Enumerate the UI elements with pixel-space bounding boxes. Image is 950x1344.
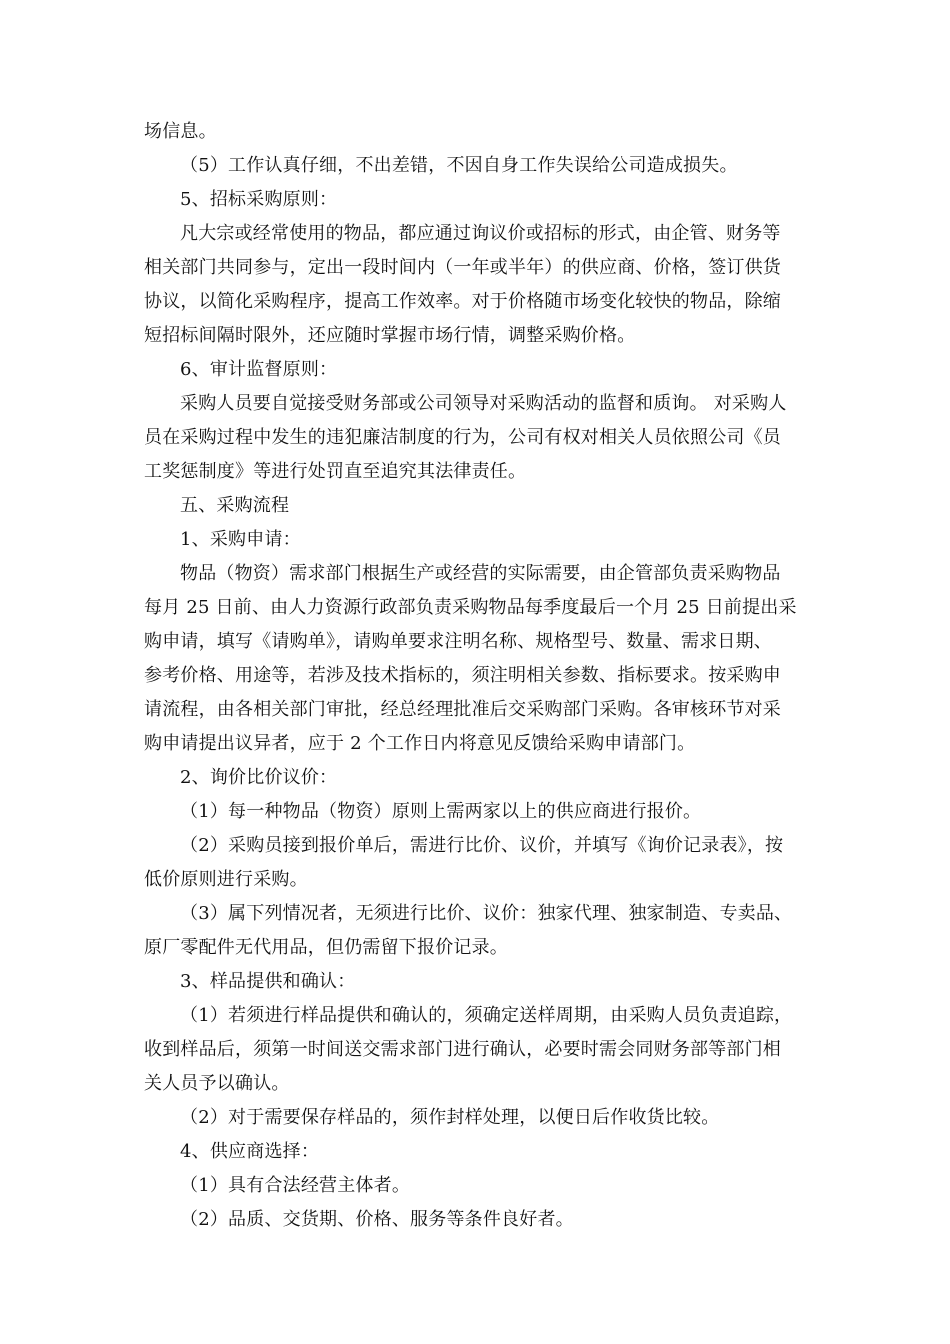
text-line: （3）属下列情况者，无须进行比价、议价：独家代理、独家制造、专卖品、 <box>180 903 793 924</box>
text-line: （1）若须进行样品提供和确认的，须确定送样周期，由采购人员负责追踪， <box>180 1005 793 1026</box>
text-line: 4、供应商选择： <box>180 1141 320 1162</box>
text-line: 凡大宗或经常使用的物品，都应通过询议价或招标的形式，由企管、财务等 <box>180 223 781 244</box>
text-line: 每月 25 日前、由人力资源行政部负责采购物品每季度最后一个月 25 日前提出采 <box>144 597 797 618</box>
text-line: 采购人员要自觉接受财务部或公司领导对采购活动的监督和质询。 对采购人 <box>180 393 787 414</box>
text-line: 2、询价比价议价： <box>180 767 338 788</box>
text-line: 协议，以简化采购程序，提高工作效率。对于价格随市场变化较快的物品，除缩 <box>144 291 781 312</box>
text-line: 五、采购流程 <box>180 495 290 516</box>
text-line: 工奖惩制度》等进行处罚直至追究其法律责任。 <box>144 461 527 482</box>
text-line: 参考价格、用途等，若涉及技术指标的，须注明相关参数、指标要求。按采购申 <box>144 665 781 686</box>
text-line: （2）对于需要保存样品的，须作封样处理，以便日后作收货比较。 <box>180 1107 720 1128</box>
text-line: 收到样品后，须第一时间送交需求部门进行确认，必要时需会同财务部等部门相 <box>144 1039 781 1060</box>
text-line: （1）具有合法经营主体者。 <box>180 1175 411 1196</box>
text-line: 6、审计监督原则： <box>180 359 338 380</box>
text-line: 低价原则进行采购。 <box>144 869 308 890</box>
text-line: 原厂零配件无代用品，但仍需留下报价记录。 <box>144 937 508 958</box>
text-line: 5、招标采购原则： <box>180 189 338 210</box>
text-line: 短招标间隔时限外，还应随时掌握市场行情，调整采购价格。 <box>144 325 636 346</box>
text-line: （1）每一种物品（物资）原则上需两家以上的供应商进行报价。 <box>180 801 702 822</box>
text-line: 场信息。 <box>144 121 217 142</box>
text-line: 购申请提出议异者，应于 2 个工作日内将意见反馈给采购申请部门。 <box>144 733 696 754</box>
text-line: 关人员予以确认。 <box>144 1073 290 1094</box>
text-line: 员在采购过程中发生的违犯廉洁制度的行为，公司有权对相关人员依照公司《员 <box>144 427 781 448</box>
text-line: 1、采购申请： <box>180 529 301 550</box>
text-line: 购申请，填写《请购单》，请购单要求注明名称、规格型号、数量、需求日期、 <box>144 631 772 652</box>
text-line: 物品（物资）需求部门根据生产或经营的实际需要，由企管部负责采购物品 <box>180 563 781 584</box>
text-line: 请流程，由各相关部门审批，经总经理批准后交采购部门采购。各审核环节对采 <box>144 699 781 720</box>
text-line: 3、样品提供和确认： <box>180 971 356 992</box>
document-body <box>144 115 808 1237</box>
text-line: 相关部门共同参与，定出一段时间内（一年或半年）的供应商、价格，签订供货 <box>144 257 781 278</box>
text-line: （2）采购员接到报价单后，需进行比价、议价，并填写《询价记录表》，按 <box>180 835 784 856</box>
text-line: （2）品质、交货期、价格、服务等条件良好者。 <box>180 1209 574 1230</box>
text-line: （5）工作认真仔细，不出差错，不因自身工作失误给公司造成损失。 <box>180 155 738 176</box>
